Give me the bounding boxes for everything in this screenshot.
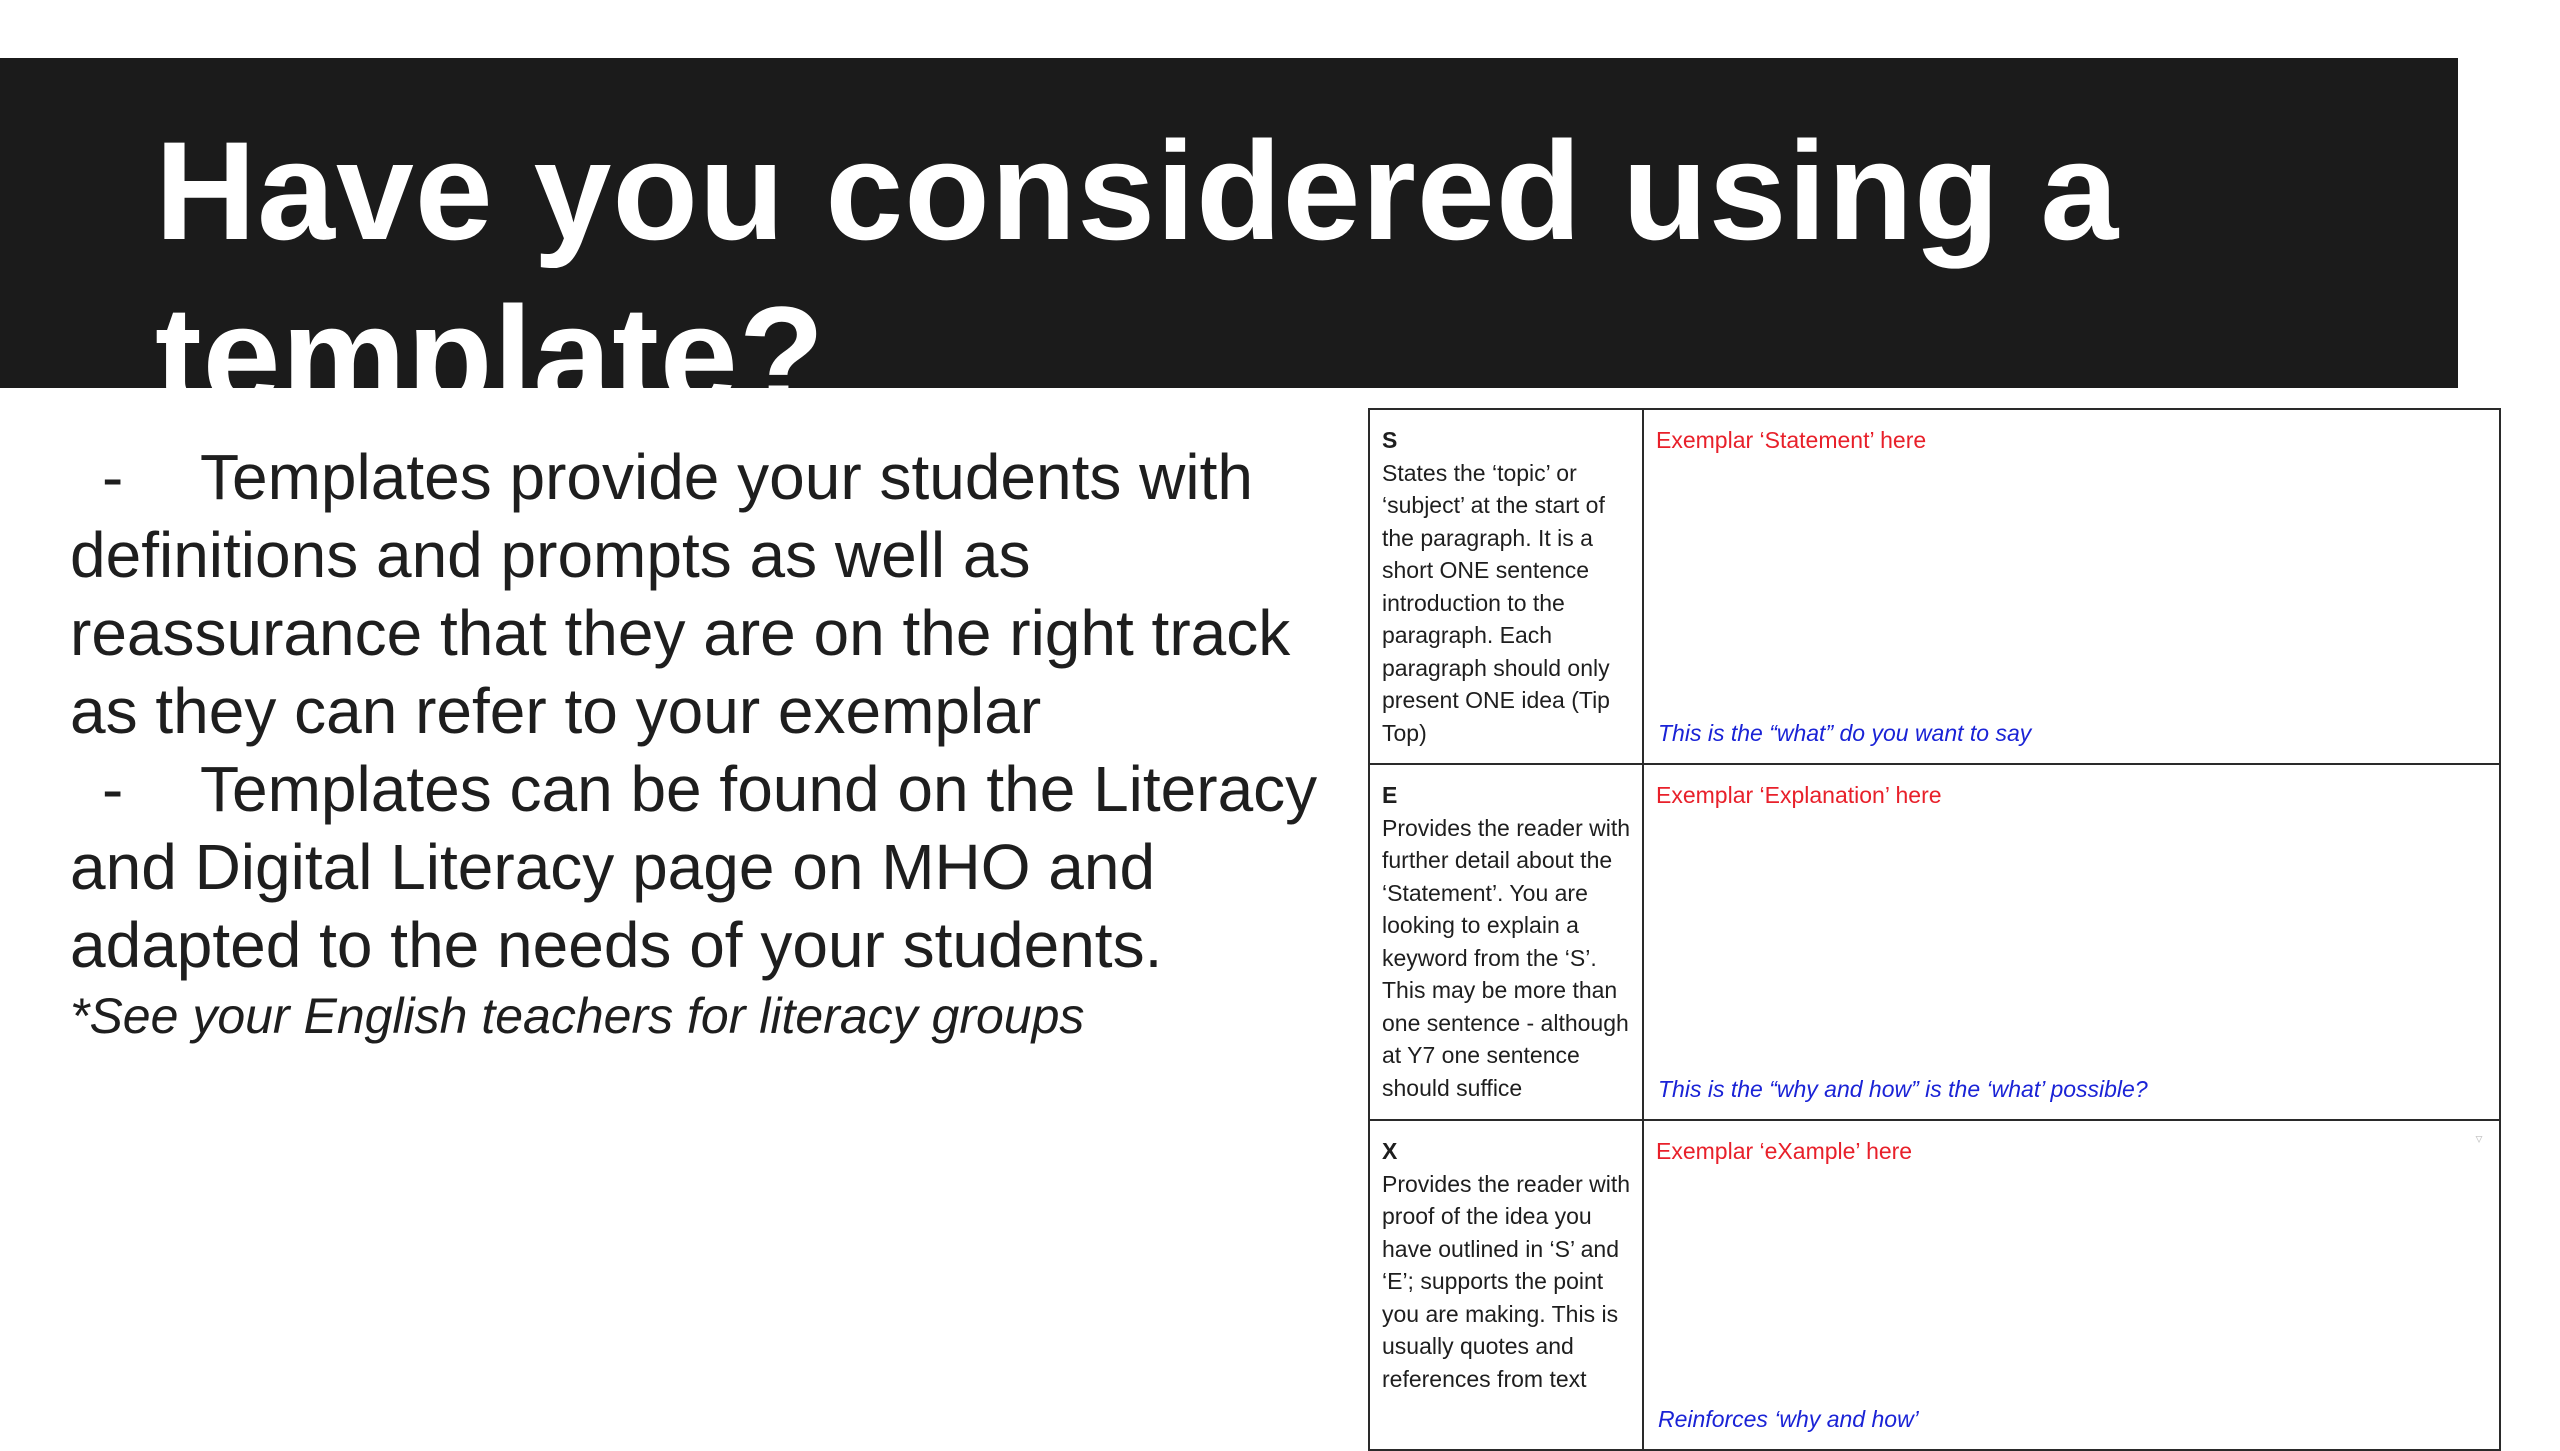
table-row	[1369, 764, 2500, 1120]
definition-text: States the ‘topic’ or ‘subject’ at the start of the paragraph. It is a short ONE sentence introduction to the paragraph. Each paragraph should only present ONE idea (Tip Top)	[1382, 459, 1610, 746]
bullet-marker: -	[102, 441, 124, 513]
exemplar-placeholder: Exemplar ‘Explanation’ here	[1656, 782, 1942, 808]
exemplar-cell[interactable]	[1643, 1120, 2500, 1450]
prompt-text: This is the “why and how” is the ‘what’ possible?	[1658, 1075, 2148, 1102]
exemplar-cell[interactable]	[1643, 409, 2500, 764]
bullet-item	[70, 438, 1330, 750]
bullet-marker: -	[102, 753, 124, 825]
footnote: *See your English teachers for literacy groups	[70, 988, 1085, 1044]
row-letter: E	[1382, 782, 1398, 808]
bullet-text: Templates provide your students with definitions and prompts as well as reassurance that they are on the right track as they can refer to your exemplar	[70, 441, 1291, 747]
prompt-text: Reinforces ‘why and how’	[1658, 1405, 1919, 1432]
slide-title: Have you considered using a template?	[155, 112, 2120, 434]
row-letter: S	[1382, 427, 1398, 453]
definition-text: Provides the reader with proof of the idea you have outlined in ‘S’ and ‘E’; supports the point you are making. This is usually quotes and references from text	[1382, 1170, 1631, 1392]
title-band	[0, 58, 2458, 434]
definition-cell	[1369, 409, 1643, 764]
definition-cell	[1369, 1120, 1643, 1450]
table-row	[1369, 1120, 2500, 1450]
row-letter: X	[1382, 1138, 1398, 1164]
template-table	[1368, 408, 2501, 1451]
definition-text: Provides the reader with further detail about the ‘Statement’. You are looking to explain a keyword from the ‘S’. This may be more than one sentence - although at Y7 one sentence should suffice	[1382, 814, 1631, 1101]
exemplar-cell[interactable]	[1643, 764, 2500, 1120]
definition-cell	[1369, 764, 1643, 1120]
table-row	[1369, 409, 2500, 764]
bullet-item	[70, 750, 1330, 984]
bullet-list	[70, 438, 1330, 1048]
exemplar-placeholder: Exemplar ‘Statement’ here	[1656, 427, 1927, 453]
bullet-text: Templates can be found on the Literacy and Digital Literacy page on MHO and adapted to the needs of your students.	[70, 753, 1318, 981]
exemplar-placeholder: Exemplar ‘eXample’ here	[1656, 1138, 1913, 1164]
prompt-text: This is the “what” do you want to say	[1658, 719, 2032, 746]
chevron-down-icon[interactable]: ▿	[2475, 1130, 2483, 1146]
